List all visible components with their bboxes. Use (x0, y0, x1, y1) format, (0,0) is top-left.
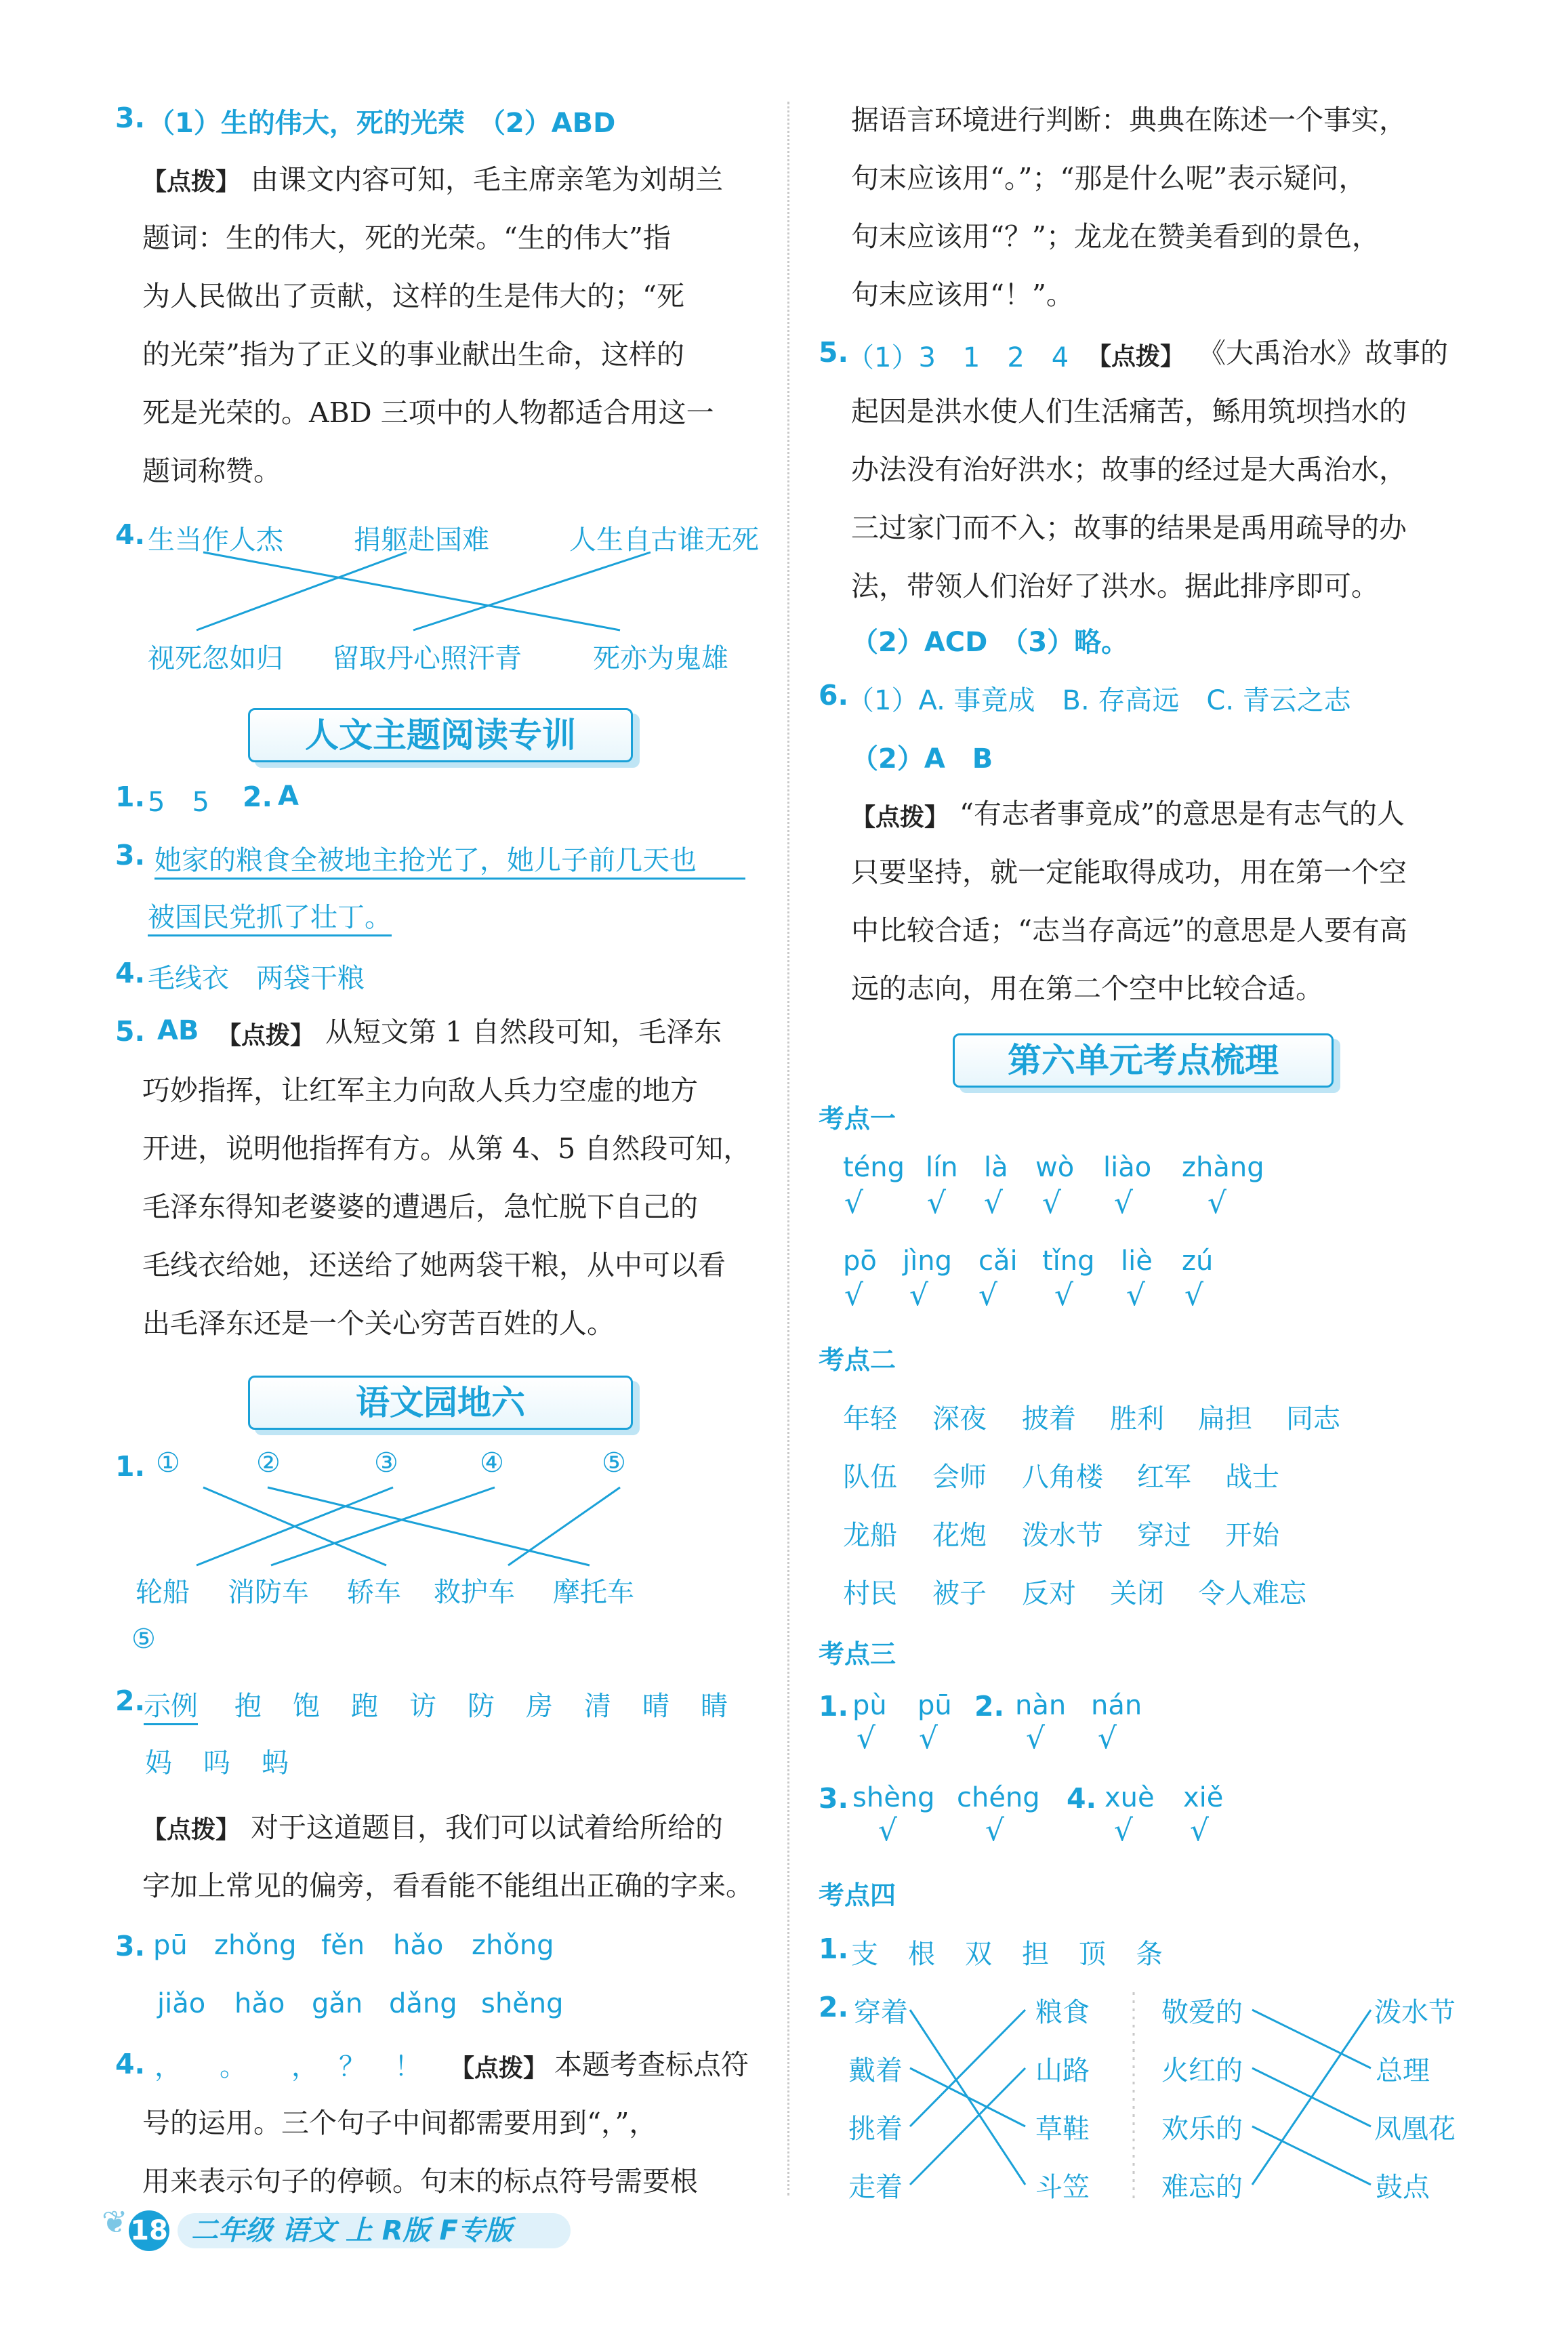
y3-py-3: fěn (321, 1930, 365, 1961)
kd4-char-4: 担 (1022, 1939, 1049, 1970)
kd2-w-13: 花炮 (932, 1520, 987, 1551)
kd1-py-5: liào (1103, 1152, 1152, 1183)
y1-extra-circle: ⑤ (131, 1624, 156, 1655)
kd1-check-6: √ (1208, 1186, 1227, 1220)
kd3-py-2: pū (917, 1690, 952, 1721)
kd1-py-12: zú (1182, 1245, 1214, 1277)
r3-line-1: 她家的粮食全被地主抢光了，她儿子前几天也 (154, 839, 745, 880)
kd2-w-16: 开始 (1225, 1520, 1279, 1551)
q3-line-3: 为人民做出了贡献，这样的生是伟大的；“死 (142, 280, 684, 312)
kd1-py-4: wò (1035, 1152, 1075, 1183)
kd2-w-4: 胜利 (1110, 1403, 1164, 1435)
kd4-match-lines (819, 0, 1476, 2236)
kd2-w-1: 年轻 (843, 1403, 897, 1435)
y2-char-10: 妈 (145, 1748, 172, 1779)
y4-mark-1: ， (154, 2051, 182, 2082)
kd4-title: 考点四 (819, 1880, 896, 1910)
y2-char-9: 睛 (701, 1691, 728, 1722)
q3-answer: （1）生的伟大，死的光荣 （2）ABD (148, 108, 616, 139)
q3-line-6: 题词称赞。 (142, 455, 281, 487)
section-banner-yuwen-garden: 语文园地六 (248, 1376, 633, 1430)
y3-py-9: dǎng (389, 1988, 457, 2019)
kd4-rightA-1: 粮食 (1035, 1997, 1090, 2028)
y2-number: 2. (115, 1685, 146, 1717)
y2-char-2: 饱 (293, 1691, 320, 1722)
q5-line-4: 法，带领人们治好了洪水。据此排序即可。 (851, 570, 1379, 602)
y1-number: 1. (115, 1450, 146, 1483)
kd4-rightA-2: 山路 (1035, 2055, 1090, 2086)
kd2-w-15: 穿过 (1137, 1520, 1191, 1551)
r5-number: 5. (115, 1015, 146, 1048)
r2-number: 2. (243, 781, 273, 813)
kd2-w-7: 队伍 (843, 1462, 897, 1493)
kd1-check-11: √ (1126, 1278, 1146, 1313)
kd4-rightB-3: 凤凰花 (1374, 2114, 1456, 2145)
y2-char-1: 抱 (234, 1691, 262, 1722)
kd2-w-14: 泼水节 (1022, 1520, 1103, 1551)
kd1-py-8: jìng (903, 1245, 952, 1277)
y4-line-2: 用来表示句子的停顿。句末的标点符号需要根 (142, 2165, 698, 2198)
y2-char-8: 晴 (642, 1691, 669, 1722)
kd1-py-1: téng (843, 1152, 905, 1183)
kd1-title: 考点一 (819, 1104, 896, 1134)
q6-answer-2: （2）A B (851, 743, 993, 775)
kd4-n2: 2. (819, 1991, 849, 2023)
kd4-n1: 1. (819, 1933, 849, 1965)
q4-bottom-3: 死亦为鬼雄 (593, 643, 728, 674)
kd3-py-5: shèng (852, 1782, 935, 1813)
r5-line-1: 从短文第 1 自然段可知，毛泽东 (325, 1016, 722, 1048)
q3-line-5: 死是光荣的。ABD 三项中的人物都适合用这一 (142, 396, 714, 429)
kd4-char-3: 双 (965, 1939, 992, 1970)
cont-line-2: 句末应该用“。”；“那是什么呢”表示疑问， (851, 162, 1367, 194)
column-divider (787, 102, 789, 2196)
kd1-py-3: là (984, 1152, 1008, 1183)
kd1-check-4: √ (1042, 1186, 1062, 1220)
cont-line-3: 句末应该用“？”；龙龙在赞美看到的景色， (851, 220, 1380, 253)
q6-tip-label: 【点拨】 (851, 804, 949, 831)
q4-bottom-1: 视死忽如归 (148, 643, 283, 674)
y2-char-6: 房 (526, 1691, 553, 1722)
y2-char-12: 蚂 (262, 1748, 289, 1779)
y1-word-5: 摩托车 (553, 1577, 634, 1608)
q5-line-3: 三过家门而不入；故事的结果是禹用疏导的办 (851, 512, 1407, 544)
r2-answer: A (278, 781, 299, 812)
r3-line-2: 被国民党抓了壮丁。 (148, 896, 392, 936)
q3-line-1: 由课文内容可知，毛主席亲笔为刘胡兰 (251, 163, 723, 196)
kd2-w-17: 村民 (843, 1578, 897, 1609)
kd1-py-10: tǐng (1042, 1245, 1095, 1277)
kd2-w-5: 扁担 (1198, 1403, 1252, 1435)
kd2-w-19: 反对 (1022, 1578, 1076, 1609)
q6-first: “有志者事竟成”的意思是有志气的人 (960, 798, 1405, 830)
r1-number: 1. (115, 781, 146, 813)
kd2-w-18: 被子 (932, 1578, 987, 1609)
kd3-check-8: √ (1190, 1813, 1210, 1848)
y4-first: 本题考查标点符 (554, 2048, 749, 2081)
q5-number: 5. (819, 336, 849, 369)
q4-top-3: 人生自古谁无死 (569, 524, 759, 556)
y1-word-3: 轿车 (347, 1577, 401, 1608)
y4-line-1: 号的运用。三个句子中间都需要用到“，”， (142, 2107, 657, 2139)
kd1-check-12: √ (1184, 1278, 1204, 1313)
kd3-py-4: nán (1091, 1690, 1142, 1721)
kd3-py-7: xuè (1105, 1782, 1155, 1813)
y1-circle-3: ③ (374, 1447, 398, 1479)
kd4-leftB-2: 火红的 (1161, 2055, 1243, 2086)
q5-tip-label: 【点拨】 (1087, 343, 1185, 371)
kd1-check-9: √ (978, 1278, 998, 1313)
y2-tip-label: 【点拨】 (142, 1816, 241, 1844)
kd2-w-3: 披着 (1022, 1403, 1076, 1435)
kd3-n4: 4. (1067, 1782, 1097, 1815)
y1-circle-1: ① (156, 1447, 180, 1479)
kd3-py-3: nàn (1015, 1690, 1067, 1721)
y2-char-4: 访 (409, 1691, 436, 1722)
y2-line-2: 字加上常见的偏旁，看看能不能组出正确的字来。 (142, 1870, 754, 1902)
q4-bottom-2: 留取丹心照汗青 (332, 643, 522, 674)
kd1-check-1: √ (844, 1186, 864, 1220)
y2-example-label: 示例 (144, 1685, 198, 1725)
q5-line-2: 办法没有治好洪水；故事的经过是大禹治水， (851, 453, 1407, 486)
kd3-py-6: chéng (957, 1782, 1040, 1813)
kd2-w-11: 战士 (1225, 1462, 1279, 1493)
section-banner-unit-six: 第六单元考点梳理 (953, 1033, 1334, 1088)
r5-line-4: 毛泽东得知老婆婆的遭遇后，急忙脱下自己的 (142, 1191, 698, 1223)
kd1-py-9: cǎi (978, 1245, 1018, 1277)
kd4-rightB-4: 鼓点 (1376, 2172, 1430, 2203)
kd1-py-11: liè (1121, 1245, 1153, 1277)
kd3-check-2: √ (919, 1721, 938, 1756)
q6-answer-1: （1）A. 事竟成 B. 存高远 C. 青云之志 (847, 685, 1351, 716)
kd3-check-5: √ (878, 1813, 898, 1848)
kd3-check-3: √ (1026, 1721, 1046, 1756)
y1-circle-4: ④ (480, 1447, 504, 1479)
q4-top-2: 捐躯赴国难 (354, 524, 489, 556)
kd2-w-9: 八角楼 (1022, 1462, 1103, 1493)
kd1-py-2: lín (926, 1152, 958, 1183)
y4-mark-4: ？ (339, 2051, 366, 2082)
kd4-leftB-3: 欢乐的 (1161, 2114, 1243, 2145)
kd1-check-8: √ (909, 1278, 929, 1313)
kd1-check-10: √ (1054, 1278, 1074, 1313)
r5-line-2: 巧妙指挥，让红军主力向敌人兵力空虚的地方 (142, 1074, 698, 1107)
y1-match-lines (115, 0, 766, 1626)
kd2-w-10: 红军 (1137, 1462, 1191, 1493)
y1-circle-2: ② (256, 1447, 281, 1479)
r5-answer: AB (157, 1015, 199, 1046)
q5-answer: （1）3 1 2 4 (847, 342, 1069, 373)
kd1-check-3: √ (984, 1186, 1004, 1220)
q4-top-1: 生当作人杰 (148, 524, 283, 556)
r5-line-5: 毛线衣给她，还送给了她两袋干粮，从中可以看 (142, 1249, 726, 1281)
kd1-py-7: pō (843, 1245, 877, 1277)
y1-word-1: 轮船 (136, 1577, 190, 1608)
cont-line-1: 据语言环境进行判断：典典在陈述一个事实， (851, 104, 1407, 136)
y3-number: 3. (115, 1930, 146, 1962)
r3-number: 3. (115, 839, 146, 871)
kd4-char-2: 根 (908, 1939, 935, 1970)
kd3-check-4: √ (1098, 1721, 1117, 1756)
q6-line-1: 只要坚持，就一定能取得成功，用在第一个空 (851, 856, 1407, 888)
y3-py-7: hǎo (234, 1988, 285, 2019)
kd3-check-6: √ (985, 1813, 1005, 1848)
y1-circle-5: ⑤ (602, 1447, 626, 1479)
y2-char-5: 防 (468, 1691, 495, 1722)
q3-line-4: 的光荣”指为了正义的事业献出生命，这样的 (142, 338, 684, 371)
kd1-check-2: √ (927, 1186, 947, 1220)
q3-line-2: 题词：生的伟大，死的光荣。“生的伟大”指 (142, 222, 671, 254)
y3-py-6: jiǎo (157, 1988, 206, 2019)
y3-py-4: hǎo (393, 1930, 444, 1961)
q5-line-1: 起因是洪水使人们生活痛苦，鲧用筑坝挡水的 (851, 395, 1407, 428)
r5-line-3: 开进，说明他指挥有方。从第 4、5 自然段可知， (142, 1132, 751, 1165)
kd4-leftA-2: 戴着 (848, 2055, 903, 2086)
kd4-rightB-1: 泼水节 (1374, 1997, 1456, 2028)
kd1-py-6: zhàng (1182, 1152, 1264, 1183)
kd3-py-8: xiě (1183, 1782, 1224, 1813)
kd4-rightA-3: 草鞋 (1035, 2114, 1090, 2145)
kd3-n3: 3. (819, 1782, 849, 1815)
r5-tip-label: 【点拨】 (217, 1022, 315, 1050)
y3-py-10: shěng (481, 1988, 564, 2019)
kd3-check-1: √ (857, 1721, 876, 1756)
y3-py-1: pū (153, 1930, 188, 1961)
kd4-rightA-4: 斗笠 (1035, 2172, 1090, 2203)
y4-mark-2: 。 (220, 2051, 247, 2082)
q5-first: 《大禹治水》故事的 (1198, 337, 1448, 369)
y2-line-1: 对于这道题目，我们可以试着给所给的 (251, 1811, 723, 1844)
kd4-leftA-1: 穿着 (854, 1997, 908, 2028)
y2-char-3: 跑 (351, 1691, 378, 1722)
r1-answer: 5 5 (148, 787, 209, 818)
kd4-leftB-4: 难忘的 (1161, 2172, 1243, 2203)
y2-char-11: 吗 (203, 1748, 230, 1779)
kd3-n2: 2. (974, 1690, 1005, 1723)
kd2-w-20: 关闭 (1110, 1578, 1164, 1609)
cont-line-4: 句末应该用“！”。 (851, 279, 1074, 311)
kd2-title: 考点二 (819, 1345, 896, 1375)
kd2-w-21: 令人难忘 (1198, 1578, 1306, 1609)
kd4-leftA-3: 挑着 (848, 2114, 903, 2145)
kd4-char-6: 条 (1136, 1939, 1163, 1970)
r5-line-6: 出毛泽东还是一个关心穷苦百姓的人。 (142, 1307, 615, 1340)
q4-number: 4. (115, 518, 146, 551)
kd4-char-5: 顶 (1079, 1939, 1106, 1970)
r4-number: 4. (115, 957, 146, 989)
kd2-w-6: 同志 (1286, 1403, 1340, 1435)
kd2-w-8: 会师 (932, 1462, 987, 1493)
q3-tip-label: 【点拨】 (142, 168, 241, 196)
q6-line-2: 中比较合适；“志当存高远”的意思是人要有高 (851, 914, 1407, 947)
kd3-check-7: √ (1114, 1813, 1134, 1848)
y3-py-8: gǎn (312, 1988, 363, 2019)
page-number: 18 (129, 2210, 169, 2251)
y1-word-4: 救护车 (434, 1577, 515, 1608)
kd3-py-1: pù (852, 1690, 887, 1721)
y1-word-2: 消防车 (228, 1577, 309, 1608)
y4-mark-3: ， (291, 2051, 318, 2082)
q6-line-3: 远的志向，用在第二个空中比较合适。 (851, 972, 1323, 1005)
y4-mark-5: ！ (394, 2051, 421, 2082)
kd1-check-5: √ (1114, 1186, 1134, 1220)
kd4-leftA-4: 走着 (848, 2172, 903, 2203)
y4-number: 4. (115, 2048, 146, 2080)
kd2-w-12: 龙船 (843, 1520, 897, 1551)
kd3-title: 考点三 (819, 1639, 896, 1669)
leaf-decoration-icon: ❦ (102, 2204, 128, 2240)
kd4-leftB-1: 敬爱的 (1161, 1997, 1243, 2028)
q3-number: 3. (115, 102, 146, 134)
footer-book-title: 二年级 语文 上 R版 F专版 (178, 2213, 571, 2248)
q5-answer-2: （2）ACD （3）略。 (851, 627, 1129, 658)
kd3-n1: 1. (819, 1690, 849, 1723)
section-banner-humanities: 人文主题阅读专训 (248, 708, 633, 762)
y3-py-5: zhǒng (472, 1930, 554, 1961)
kd4-rightB-2: 总理 (1376, 2055, 1430, 2086)
kd1-check-7: √ (844, 1278, 864, 1313)
y2-char-7: 清 (584, 1691, 611, 1722)
y4-tip-label: 【点拨】 (450, 2055, 548, 2082)
y3-py-2: zhǒng (214, 1930, 297, 1961)
kd4-char-1: 支 (851, 1939, 878, 1970)
q6-number: 6. (819, 679, 849, 712)
kd2-w-2: 深夜 (932, 1403, 987, 1435)
r4-answer: 毛线衣 两袋干粮 (148, 963, 365, 994)
